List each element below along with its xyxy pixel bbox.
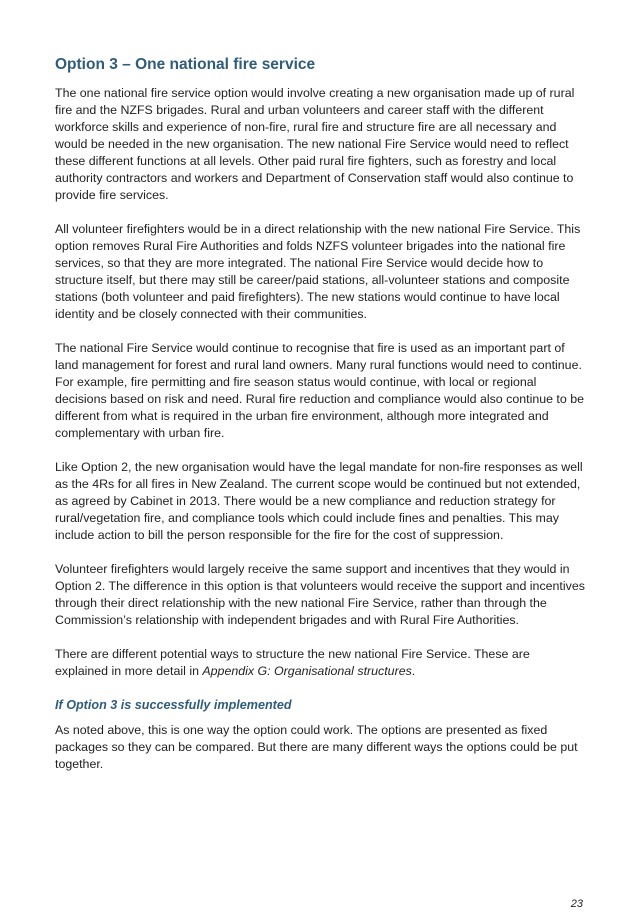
appendix-reference: Appendix G: Organisational structures (202, 664, 412, 678)
subheading: If Option 3 is successfully implemented (55, 698, 292, 712)
structure-suffix: . (411, 664, 416, 678)
paragraph-structure (55, 646, 585, 680)
paragraph-3: The national Fire Service would continue to recognise that fire is used as an important part of land management for forest and rural land owners. Many rural functions would need to continue. For example, fire permitting and fire season status would continue, with local or regional decisions based on risk and need. Rural fire reduction and compliance would also continue to be different from what is required in the urban fire environment, although more integrated and complementary with urban fire. (55, 341, 584, 440)
paragraph-5: Volunteer firefighters would largely receive the same support and incentives that they would in Option 2. The difference in this option is that volunteers would receive the support and incentives through their direct relationship with the new national Fire Service, rather than through the Commission’s relationship with independent brigades and with Rural Fire Authorities. (55, 562, 585, 627)
paragraph-1: The one national fire service option would involve creating a new organisation made up of rural fire and the NZFS brigades. Rural and urban volunteers and career staff with the different workforce skills and experience of non-fire, rural fire and structure fire are all necessary and would be needed in the new organisation. The new national Fire Service would need to reflect these different functions at all levels. Other paid rural fire fighters, such as forestry and local authority contractors and workers and Department of Conservation staff would also continue to provide fire services. (55, 86, 575, 202)
structure-text: There are different potential ways to structure the new national Fire Service. These are explained in more detail in (55, 647, 530, 678)
paragraph-final: As noted above, this is one way the option could work. The options are presented as fixed packages so they can be compared. But there are many different ways the options could be put together. (55, 723, 578, 771)
page-number: 23 (570, 898, 583, 910)
paragraph-4: Like Option 2, the new organisation would have the legal mandate for non-fire responses as well as the 4Rs for all fires in New Zealand. The current scope would be continued but not extended, as agreed by Cabinet in 2013. There would be a new compliance and reduction strategy for rural/vegetation fire, and compliance tools which could include fines and penalties. This may include action to bill the person responsible for the fire for the cost of suppression. (55, 460, 583, 542)
section-heading: Option 3 – One national fire service (55, 56, 316, 73)
paragraph-2: All volunteer firefighters would be in a direct relationship with the new national Fire Service. This option removes Rural Fire Authorities and folds NZFS volunteer brigades into the national fire services, so that they are more integrated. The national Fire Service would decide how to structure itself, but there may still be career/paid stations, all-volunteer stations and composite stations (both volunteer and paid firefighters). The new stations would continue to have local identity and be closely connected with their communities. (55, 222, 581, 321)
